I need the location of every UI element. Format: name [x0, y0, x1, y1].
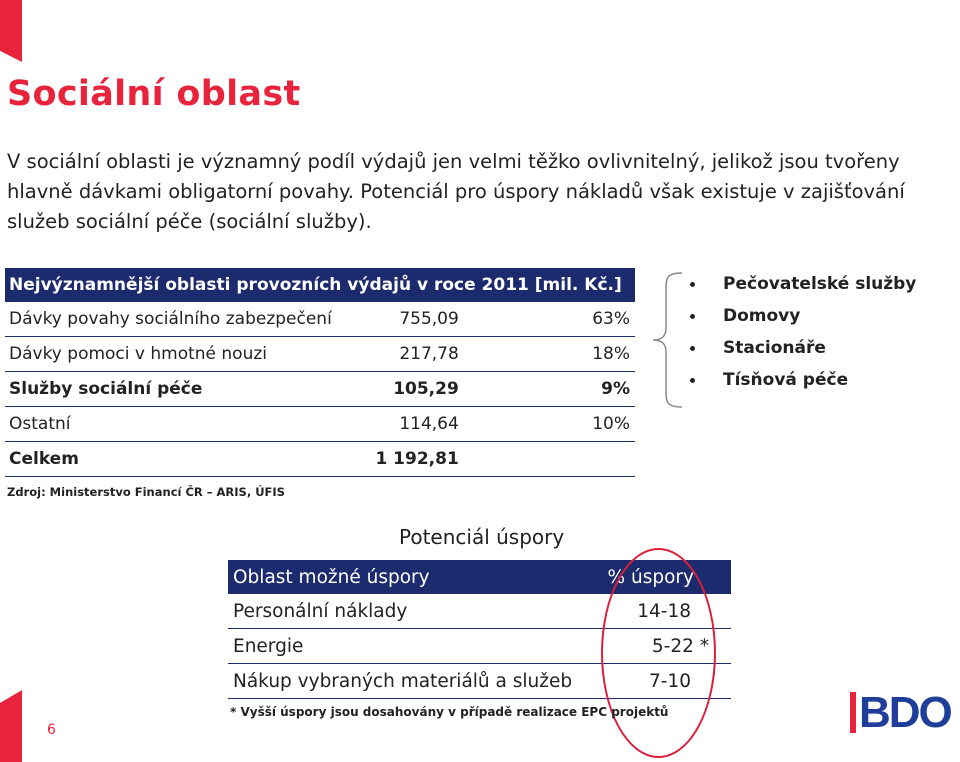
row-label: Služby sociální péče [5, 372, 337, 407]
savings-title: Potenciál úspory [399, 525, 565, 549]
row-label: Ostatní [5, 407, 337, 442]
logo-bar [850, 692, 856, 733]
page-title: Sociální oblast [7, 74, 301, 114]
source-note: Zdroj: Ministerstvo Financí ČR – ARIS, ÚFIS [7, 485, 285, 499]
row-value: 114,64 [337, 407, 567, 442]
table-header-row [5, 268, 635, 302]
row-value: 1 192,81 [337, 442, 567, 477]
row-value: 217,78 [337, 337, 567, 372]
row-percent: 7-10 [596, 664, 731, 699]
page-number: 6 [47, 722, 56, 738]
bdo-logo [850, 688, 960, 738]
bullet-icon [690, 378, 695, 383]
table-row [5, 337, 635, 372]
row-value: 755,09 [337, 302, 567, 337]
row-percent: 63% [567, 302, 635, 337]
row-label: Dávky povahy sociálního zabezpečení [5, 302, 337, 337]
bullet-icon [690, 346, 695, 351]
list-item: Stacionáře [690, 334, 916, 366]
table-row [5, 302, 635, 337]
header-area: Oblast možné úspory [228, 560, 596, 594]
intro-paragraph: V sociální oblasti je významný podíl výdajů jen velmi těžko ovlivnitelný, jelikož jsou tvořeny hlavně dávkami obligatorní povahy. Potenciál pro úspory nákladů však existuje v zajišťování služeb sociální péče (sociální služby). [7, 150, 905, 233]
row-percent: 5-22 * [596, 629, 731, 664]
list-item: Tísňová péče [690, 366, 916, 398]
row-area: Nákup vybraných materiálů a služeb [228, 664, 596, 699]
row-label: Dávky pomoci v hmotné nouzi [5, 337, 337, 372]
header-percent: % úspory [596, 560, 731, 594]
logo-text: BDO [859, 688, 951, 737]
row-percent: 14-18 [596, 594, 731, 629]
corner-decoration-top [0, 0, 22, 62]
corner-decoration-bottom [0, 690, 22, 762]
row-area: Personální náklady [228, 594, 596, 629]
curly-brace-icon [650, 270, 684, 410]
bullet-icon [690, 282, 695, 287]
footnote: * Vyšší úspory jsou dosahovány v případě realizace EPC projektů [230, 705, 669, 719]
services-list [690, 270, 916, 398]
row-percent [567, 442, 635, 477]
row-label: Celkem [5, 442, 337, 477]
table-row-highlighted [5, 372, 635, 407]
bullet-icon [690, 314, 695, 319]
row-percent: 10% [567, 407, 635, 442]
row-value: 105,29 [337, 372, 567, 407]
list-item: Domovy [690, 302, 916, 334]
row-area: Energie [228, 629, 596, 664]
highlight-circle [601, 548, 716, 758]
table-row [5, 407, 635, 442]
list-item: Pečovatelské služby [690, 270, 916, 302]
expenses-table [5, 268, 635, 477]
row-percent: 9% [567, 372, 635, 407]
table-total-row [5, 442, 635, 477]
row-percent: 18% [567, 337, 635, 372]
table-header: Nejvýznamnější oblasti provozních výdajů v roce 2011 [mil. Kč.] [5, 268, 635, 302]
